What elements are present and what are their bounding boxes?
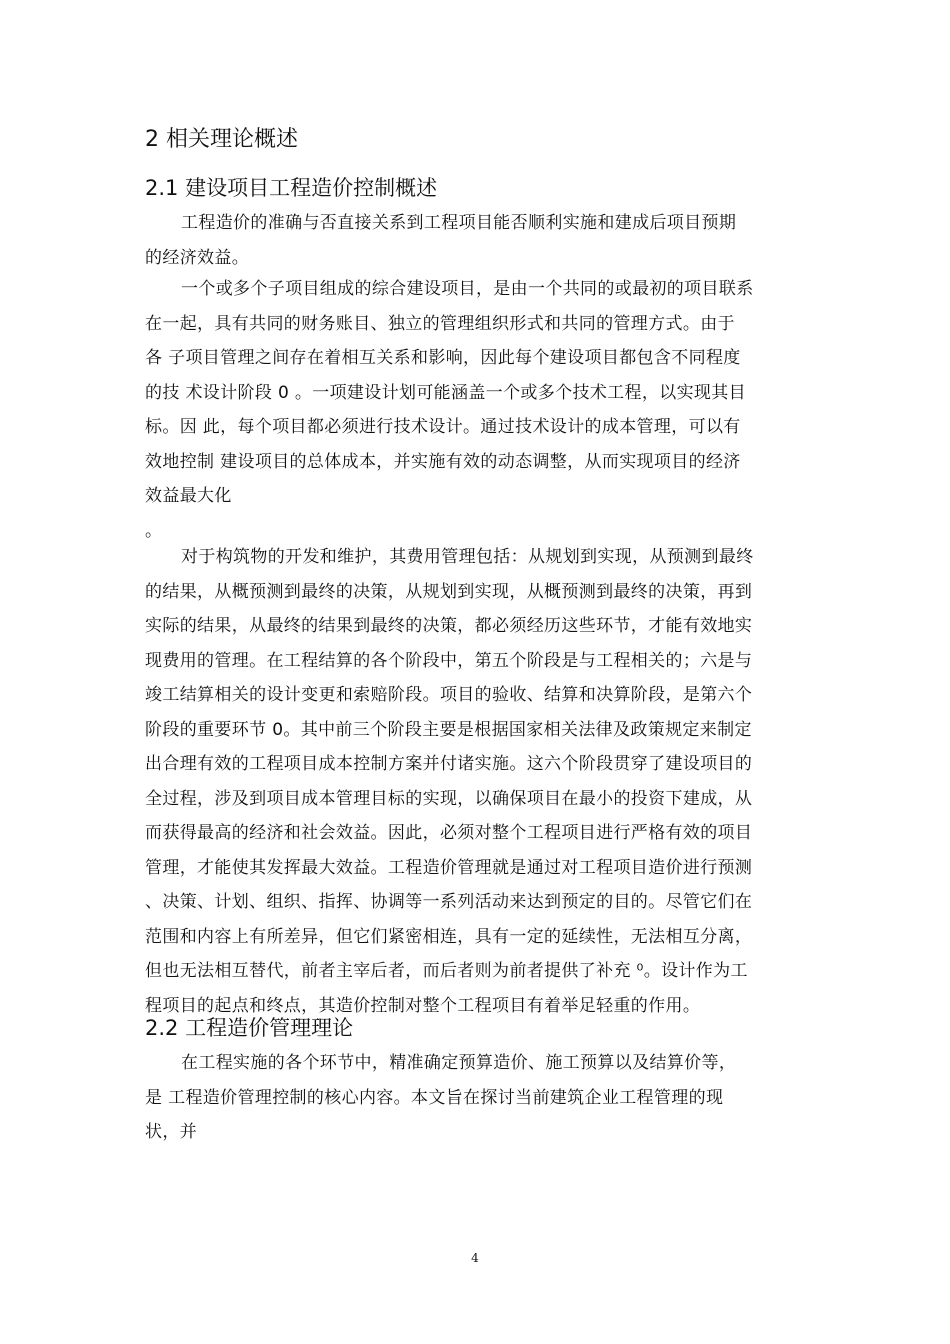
paragraph-line: 效益最大化 [145,486,232,506]
paragraph-line: 出合理有效的工程项目成本控制方案并付诸实施。这六个阶段贯穿了建设项目的 [145,754,753,774]
paragraph-line: 但也无法相互替代，前者主宰后者，而后者则为前者提供了补充 ⁰。设计作为工 [145,961,748,981]
paragraph-line: 效地控制 建设项目的总体成本，并实施有效的动态调整，从而实现项目的经济 [145,451,741,472]
paragraph-2-1-3 [145,540,817,1023]
paragraph-line: 、决策、计划、组织、指挥、协调等一系列活动来达到预定的目的。尽管它们在 [145,892,753,912]
paragraph-line: 管理，才能使其发挥最大效益。工程造价管理就是通过对工程项目造价进行预测 [145,857,753,878]
paragraph-line: 一个或多个子项目组成的综合建设项目，是由一个共同的或最初的项目联系 [181,279,754,299]
paragraph-line: 标。因 此，每个项目都必须进行技术设计。通过技术设计的成本管理，可以有 [145,417,741,437]
paragraph-line: 的结果，从概预测到最终的决策，从规划到实现，从概预测到最终的决策，再到 [145,581,753,602]
paragraph-line: 状，并 [145,1122,198,1142]
section-heading-2-1: 2.1 建设项目工程造价控制概述 [145,176,438,200]
paragraph-line: 的经济效益。 [145,247,250,268]
paragraph-line: 是 工程造价管理控制的核心内容。本文旨在探讨当前建筑企业工程管理的现 [145,1087,724,1108]
paragraph-line: 全过程，涉及到项目成本管理目标的实现，以确保项目在最小的投资下建成，从 [145,788,753,809]
paragraph-line: 在一起，具有共同的财务账目、独立的管理组织形式和共同的管理方式。由于 [145,313,735,334]
paragraph-line: 在工程实施的各个环节中，精准确定预算造价、施工预算以及结算价等， [181,1053,737,1073]
section-heading-2-2: 2.2 工程造价管理理论 [145,1016,354,1040]
paragraph-line: 对于构筑物的开发和维护，其费用管理包括：从规划到实现，从预测到最终 [181,547,754,567]
paragraph-2-1-2 [145,272,817,548]
paragraph-line: 现费用的管理。在工程结算的各个阶段中，第五个阶段是与工程相关的；六是与 [145,650,753,671]
paragraph-line: 。 [145,520,163,541]
paragraph-line: 实际的结果，从最终的结果到最终的决策，都必须经历这些环节，才能有效地实 [145,616,753,636]
paragraph-line: 而获得最高的经济和社会效益。因此，必须对整个工程项目进行严格有效的项目 [145,823,753,843]
paragraph-line: 竣工结算相关的设计变更和索赔阶段。项目的验收、结算和决算阶段，是第六个 [145,685,753,705]
paragraph-line: 阶段的重要环节 0。其中前三个阶段主要是根据国家相关法律及政策规定来制定 [145,719,752,740]
paragraph-line: 工程造价的准确与否直接关系到工程项目能否顺利实施和建成后项目预期 [181,213,737,233]
paragraph-line: 的技 术设计阶段 0 。一项建设计划可能涵盖一个或多个技术工程，以实现其目 [145,382,746,403]
paragraph-line: 范围和内容上有所差异，但它们紧密相连，具有一定的延续性，无法相互分离， [145,926,753,947]
paragraph-line: 程项目的起点和终点，其造价控制对整个工程项目有着举足轻重的作用。 [145,995,701,1016]
page-number: 4 [471,1251,479,1265]
paragraph-2-1-1 [145,206,817,275]
paragraph-2-2-1 [145,1046,817,1150]
chapter-heading: 2 相关理论概述 [145,127,298,152]
paragraph-line: 各 子项目管理之间存在着相互关系和影响，因此每个建设项目都包含不同程度 [145,348,741,368]
